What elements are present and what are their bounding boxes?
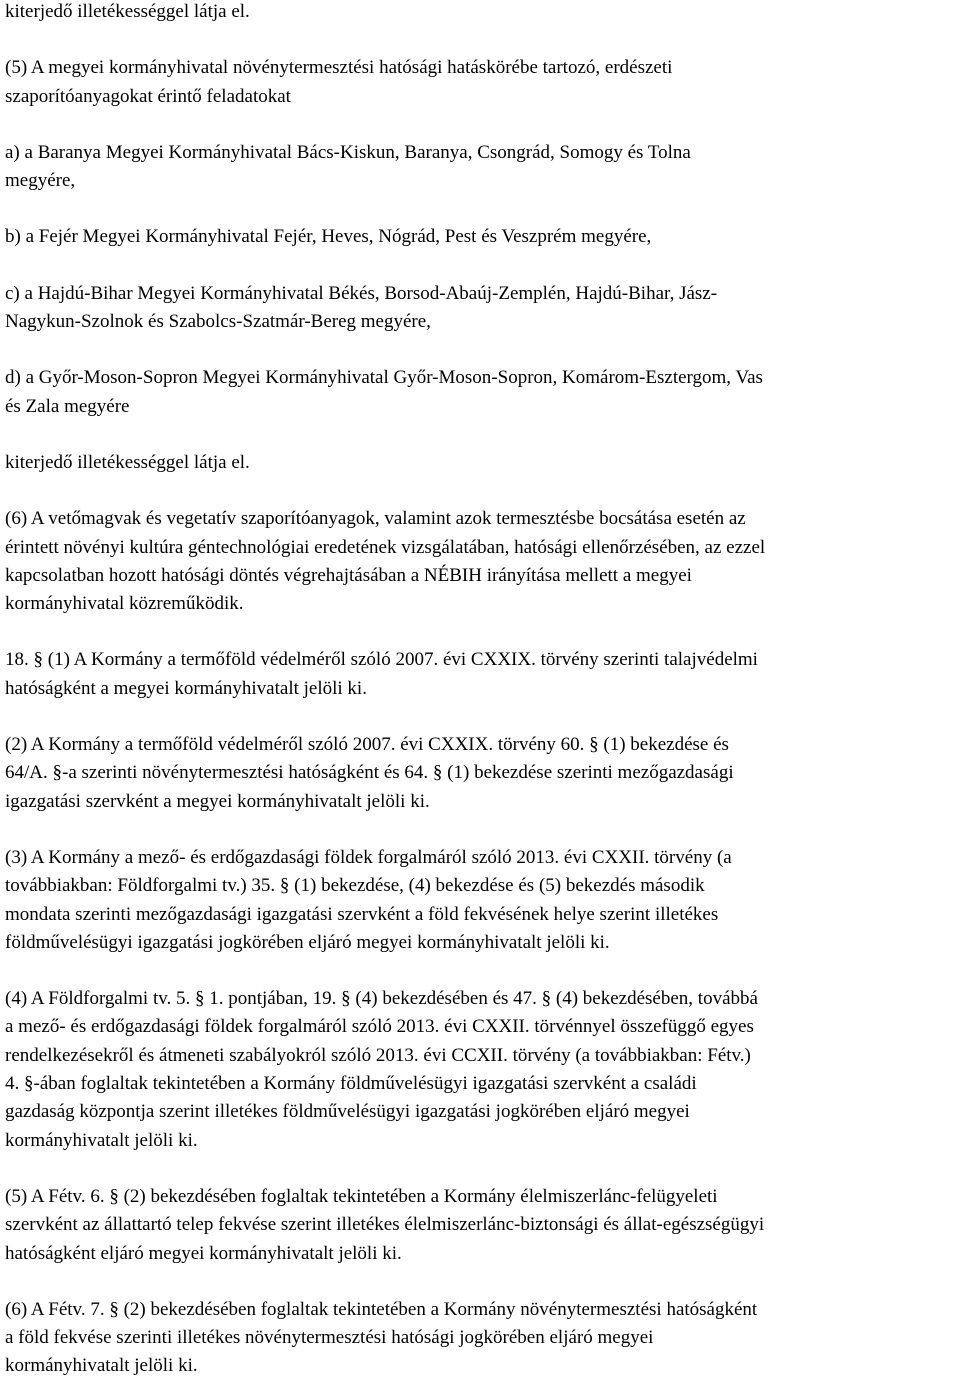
section-18-paragraph-3: (3) A Kormány a mező- és erdőgazdasági földek forgalmáról szóló 2013. évi CXXII. törvény (a továbbiakban: Földforgalmi tv.) 35. § (1) bekezdése, (4) bekezdése és (5) bekezdés második mondata szerinti mezőgazdasági igazgatási szervként a föld fekvésének helye szerint illetékes földművelésügyi igazgatási jogkörében eljáró megyei kormányhivatalt jelöli ki. bbox=[5, 846, 732, 953]
section-18-paragraph-6: (6) A Fétv. 7. § (2) bekezdésében foglaltak tekintetében a Kormány növénytermesztési hatóságként a föld fekvése szerinti illetékes növénytermesztési hatósági jogkörében eljáró megyei kormányhivatalt jelöli ki. bbox=[5, 1298, 758, 1377]
paragraph-kiterjedo-1: kiterjedő illetékességgel látja el. bbox=[5, 1, 250, 22]
paragraph-5-a: a) a Baranya Megyei Kormányhivatal Bács-Kiskun, Baranya, Csongrád, Somogy és Tolna megyére, bbox=[5, 141, 691, 192]
section-18-paragraph-1: 18. § (1) A Kormány a termőföld védelméről szóló 2007. évi CXXIX. törvény szerinti talajvédelmi hatóságként a megyei kormányhivatalt jelöli ki. bbox=[5, 649, 758, 699]
paragraph-5-d: d) a Győr-Moson-Sopron Megyei Kormányhivatal Győr-Moson-Sopron, Komárom-Esztergom, Vas és Zala megyére bbox=[5, 367, 763, 417]
section-18-paragraph-4: (4) A Földforgalmi tv. 5. § 1. pontjában, 19. § (4) bekezdésében és 47. § (4) bekezdésében, továbbá a mező- és erdőgazdasági földek forgalmáról szóló 2013. évi CXXII. törvénnyel összefüggő egyes rendelkezésekről és átmeneti szabályokról szóló 2013. évi CCXII. törvény (a továbbiakban: Fétv.) 4. §-ában foglaltak tekintetében a Kormány földművelésügyi igazgatási szervként a családi gazdaság központja szerint illetékes földművelésügyi igazgatási jogkörében eljáró megyei kormányhivatalt jelöli ki. bbox=[5, 988, 758, 1151]
section-18-paragraph-5: (5) A Fétv. 6. § (2) bekezdésében foglaltak tekintetében a Kormány élelmiszerlánc-felügyeleti szervként az állattartó telep fekvése szerint illetékes élelmiszerlánc-biztonsági és állat-egészségügyi hatóságként eljáró megyei kormányhivatalt jelöli ki. bbox=[5, 1185, 765, 1264]
paragraph-5-c: c) a Hajdú-Bihar Megyei Kormányhivatal Békés, Borsod-Abaúj-Zemplén, Hajdú-Bihar, Jász- Nagykun-Szolnok és Szabolcs-Szatmár-Bereg megyére, bbox=[5, 282, 718, 333]
paragraph-6: (6) A vetőmagvak és vegetatív szaporítóanyagok, valamint azok termesztésbe bocsátása esetén az érintett növényi kultúra géntechnológiai eredetének vizsgálatában, hatósági ellenőrzésében, az ezzel kapcsolatban hozott hatósági döntés végrehajtásában a NÉBIH irányítása mellett a megyei kormányhivatal közreműködik. bbox=[5, 508, 766, 615]
paragraph-5-b: b) a Fejér Megyei Kormányhivatal Fejér, Heves, Nógrád, Pest és Veszprém megyére, bbox=[5, 226, 652, 248]
paragraph-5: (5) A megyei kormányhivatal növénytermesztési hatósági hatáskörébe tartozó, erdészeti szaporítóanyagokat érintő feladatokat bbox=[5, 57, 673, 107]
document-body bbox=[5, 0, 957, 1381]
section-18-paragraph-2: (2) A Kormány a termőföld védelméről szóló 2007. évi CXXIX. törvény 60. § (1) bekezdése és 64/A. §-a szerinti növénytermesztési hatóságként és 64. § (1) bekezdése szerinti mezőgazdasági igazgatási szervként a megyei kormányhivatalt jelöli ki. bbox=[5, 734, 734, 812]
paragraph-kiterjedo-2: kiterjedő illetékességgel látja el. bbox=[5, 451, 250, 473]
